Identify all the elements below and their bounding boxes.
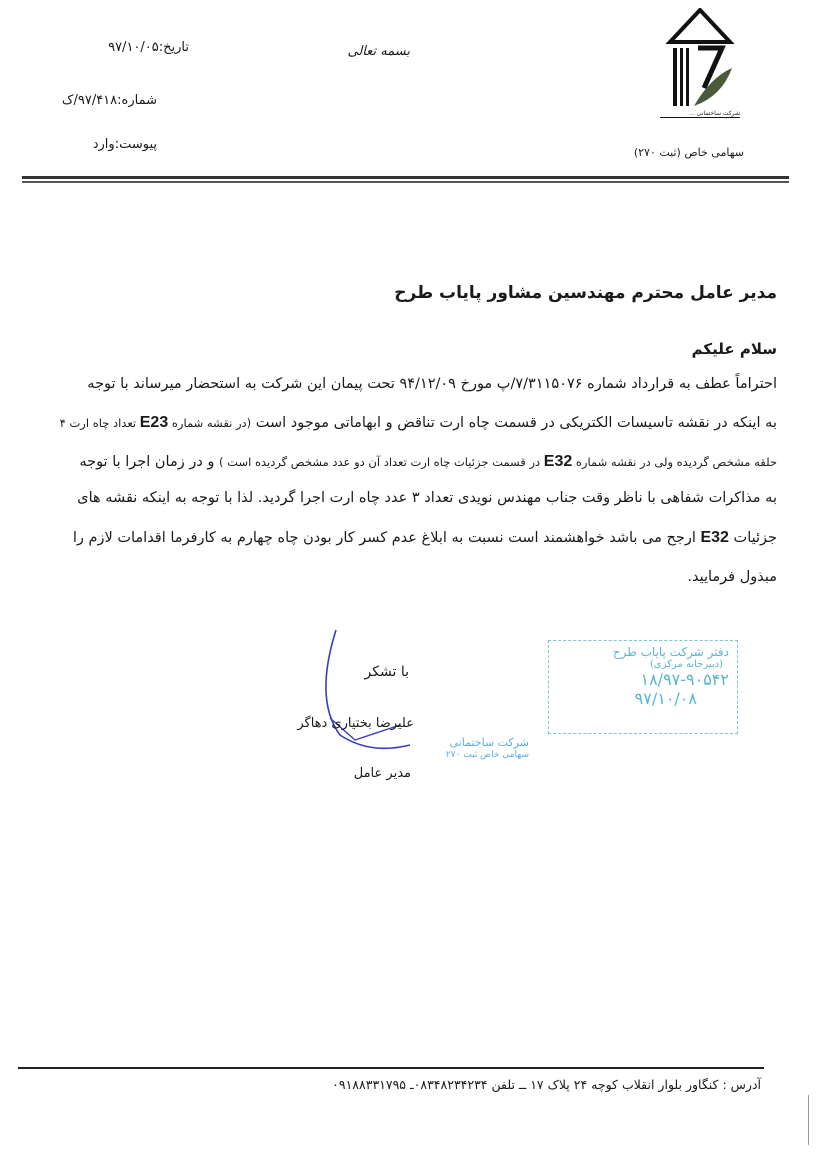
header-rule	[22, 176, 789, 179]
recipient-heading: مدیر عامل محترم مهندسین مشاور پایاب طرح	[394, 283, 777, 303]
seal-line-1: شرکت ساختمانی	[449, 736, 529, 749]
body-text: جزئیات	[728, 530, 777, 546]
body-line-1	[87, 376, 777, 392]
date-field	[108, 40, 189, 55]
drawing-code: E32	[543, 453, 573, 470]
attachment-value: وارد	[92, 137, 115, 152]
seal-line-2: سهامی خاص ثبت ۲۷۰	[445, 750, 529, 760]
company-caption: شرکت ساختمانی ...	[660, 110, 740, 118]
body-line-2	[60, 414, 777, 432]
company-seal	[446, 736, 529, 762]
body-text-small: (در نقشه شماره	[168, 416, 252, 430]
stamp-date: ۹۷/۱۰/۰۸	[634, 689, 697, 708]
bismillah-text: بسمه تعالی	[347, 44, 410, 59]
number-value: ۹۷/۴۱۸/ک	[61, 93, 118, 108]
date-label: تاریخ:	[158, 40, 189, 55]
attachment-field	[93, 137, 157, 152]
body-text-small: تعداد چاه ارت ۴	[59, 416, 140, 430]
number-field	[62, 93, 157, 108]
body-text: به مذاکرات شفاهی با ناظر وقت جناب مهندس نویدی تعداد ۳ عدد چاه ارت اجرا گردید. لذا با توجه به اینکه نقشه های	[77, 490, 777, 506]
logo-icon	[660, 8, 740, 108]
drawing-code: E23	[139, 414, 169, 431]
bismillah	[330, 44, 410, 59]
stamp-line-2: (دبیرخانه مرکزی)	[649, 659, 723, 670]
stamp-number: ۱۸/۹۷-۹۰۵۴۲	[640, 670, 729, 689]
header-rule-2	[22, 181, 789, 183]
footer-address: آدرس : کنگاور بلوار انقلاب کوچه ۲۴ پلاک ۱۷ ــ تلفن ۰۸۳۴۸۲۳۴۲۳۴ـ ۰۹۱۸۸۳۳۱۷۹۵	[332, 1077, 761, 1092]
signer-title: مدیر عامل	[353, 766, 411, 781]
closing: با تشکر	[364, 664, 409, 680]
footer-rule	[18, 1067, 764, 1069]
body-line-6	[687, 569, 777, 585]
body-line-3	[79, 453, 777, 471]
body-text: و در زمان اجرا با توجه	[79, 454, 220, 470]
body-text-small: حلقه مشخص گردیده ولی در نقشه شماره	[572, 455, 777, 469]
signer-name: علیرضا بختیاری دهاگر	[297, 716, 414, 731]
body-text-small: در قسمت جزئیات چاه ارت تعداد آن دو عدد مشخص گردیده است )	[219, 455, 544, 469]
company-logo	[660, 8, 740, 108]
date-value: ۹۷/۱۰/۰۵	[108, 40, 159, 55]
body-text: احتراماً عطف به قرارداد شماره ۷/۳۱۱۵۰۷۶/پ مورخ ۹۴/۱۲/۰۹ تحت پیمان این شرکت به استحضار میرساند با توجه	[87, 376, 777, 392]
drawing-code: E32	[700, 529, 729, 546]
body-line-5	[73, 529, 777, 547]
body-text: مبذول فرمایید.	[687, 569, 777, 585]
number-label: شماره:	[117, 93, 157, 108]
body-text: به اینکه در نقشه تاسیسات الکتریکی در قسمت چاه ارت تناقض و ابهاماتی موجود است	[251, 415, 777, 431]
body-text: ارجح می باشد خواهشمند است نسبت به ابلاغ عدم کسر کار بودن چاه چهارم به کارفرما اقدامات لازم را	[72, 530, 701, 546]
attachment-label: پیوست:	[114, 137, 157, 152]
signature-icon	[300, 630, 470, 760]
body-line-4	[77, 490, 777, 506]
greeting: سلام علیکم	[691, 340, 777, 358]
signature	[300, 630, 470, 760]
company-registration: سهامی خاص (ثبت ۲۷۰)	[633, 146, 744, 159]
received-stamp	[548, 640, 738, 734]
page-edge	[808, 1095, 809, 1145]
stamp-line-1: دفتر شرکت پایاب طرح	[612, 645, 729, 659]
